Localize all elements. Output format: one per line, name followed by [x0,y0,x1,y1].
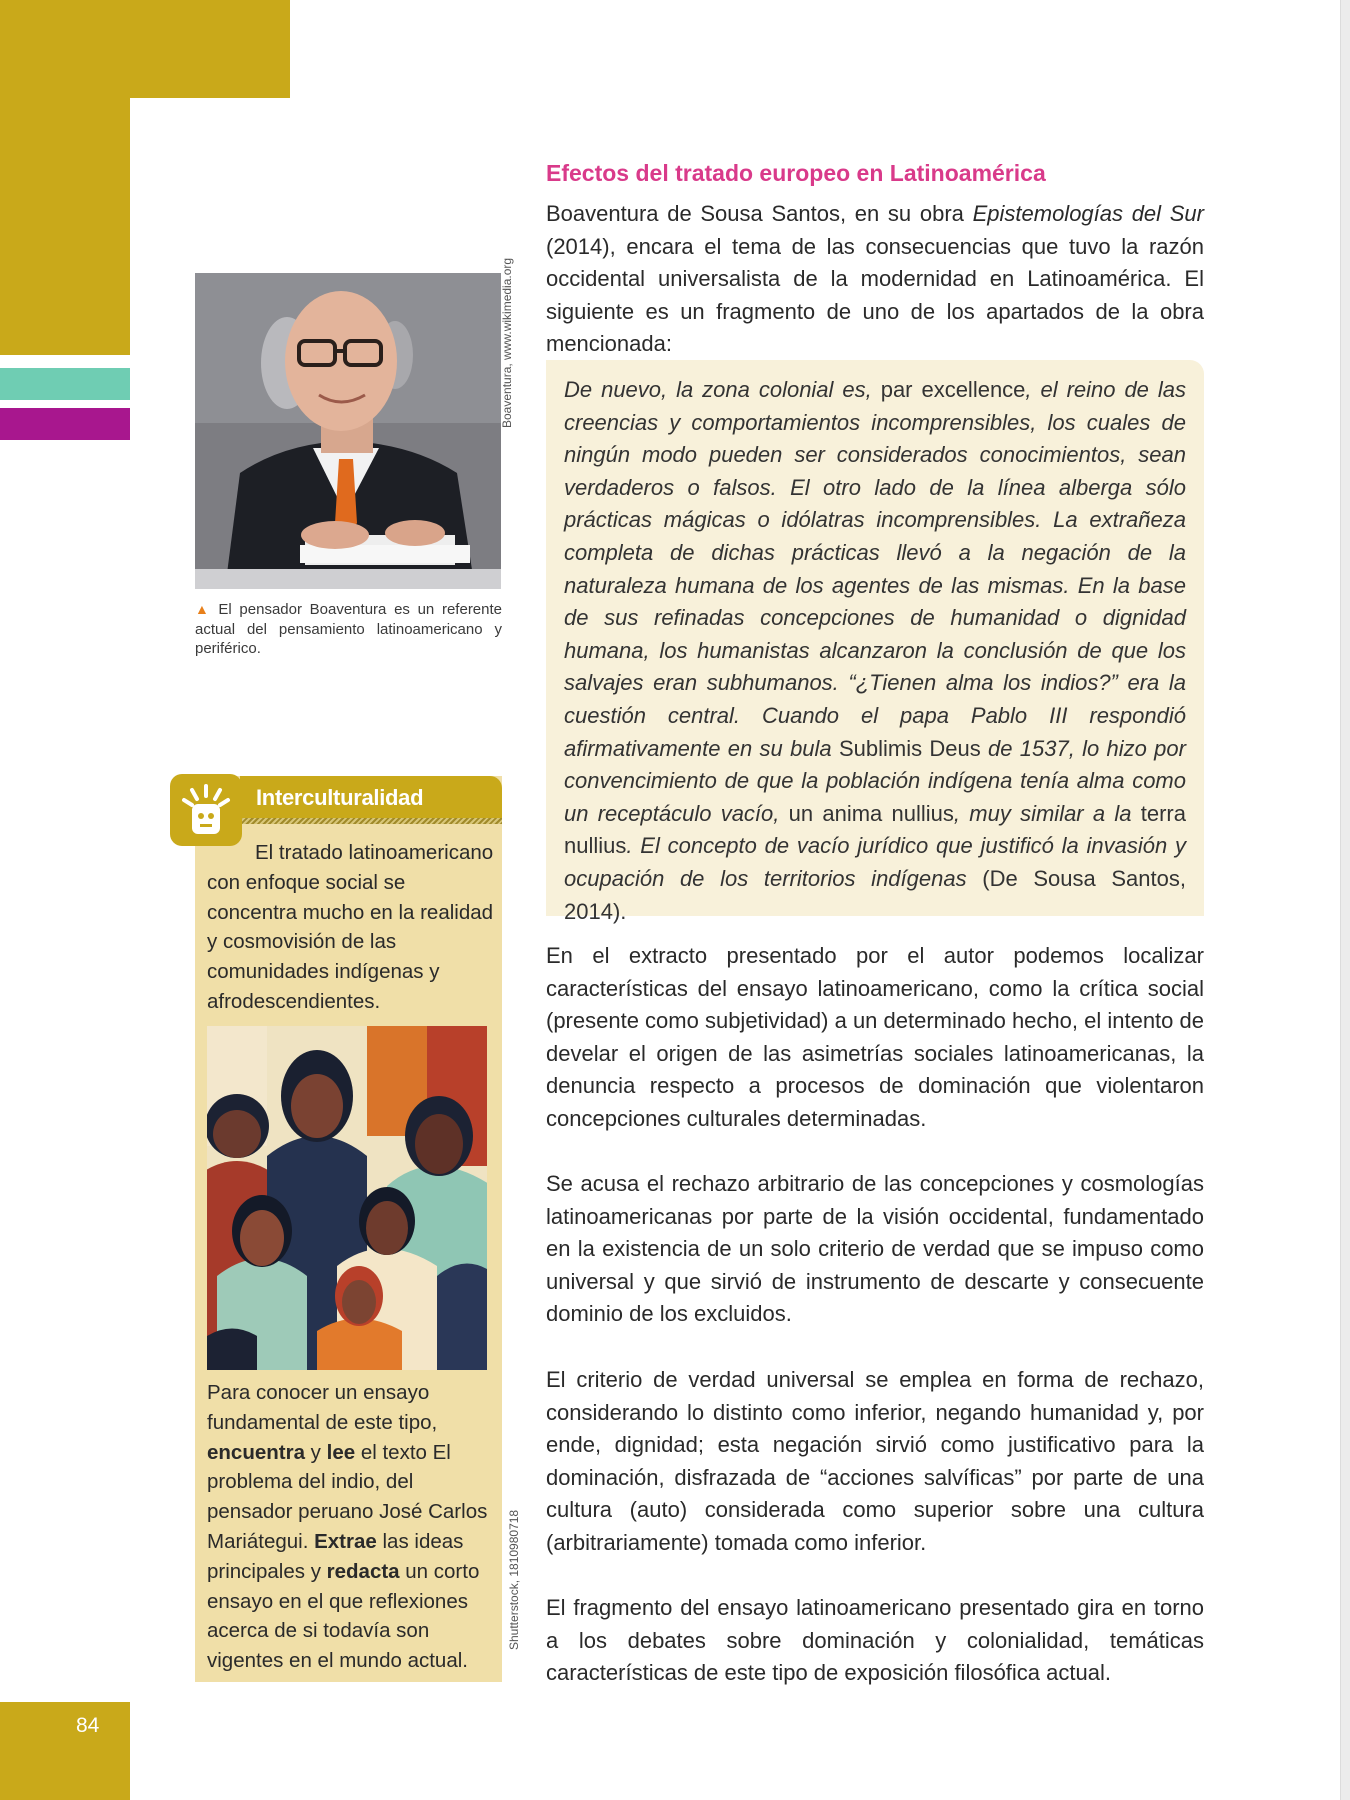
quote-seg-3: de 1537, lo hizo por convencimiento de que la población indígena tenía alma como un receptáculo vacío, [564,735,1186,826]
section-title: Efectos del tratado europeo en Latinoamérica [546,160,1046,186]
sidebar-intro [207,838,497,1017]
body-paragraph-3: El criterio de verdad universal se emplea en forma de rechazo, considerando lo distinto como inferior, negando humanidad y, por ende, dignidad; esta negación sirvió como justificativo para la dominación, disfrazada de “acciones salvíficas” por parte de una cultura (auto) considerada como superior sobre una cultura (arbitrariamente) tomada como inferior. [546,1367,1204,1555]
quote-citation: (De Sousa Santos, 2014). [564,865,1186,924]
quote-term-sublimis-deus: Sublimis Deus [838,735,981,761]
quote-seg-5: , muy similar a la [953,800,1141,826]
body-paragraph-2: Se acusa el rechazo arbitrario de las concepciones y cosmologías latinoamericanas por parte de la visión occidental, fundamentado en la existencia de un solo criterio de verdad que se impuso como universal y que sirvió de instrumento de descarte y consecuente dominio de los excluidos. [546,1171,1204,1326]
activity-seg-5: un corto ensayo en el que reflexiones acerca de si todavía son vigentes en el mundo actual. [207,1559,480,1673]
sidebar-activity [207,1378,497,1676]
activity-verb-extrae: Extrae [314,1529,377,1553]
activity-verb-redacta: redacta [326,1559,400,1583]
activity-seg-1: Para conocer un ensayo fundamental de este tipo, [207,1381,438,1434]
activity-seg-2: y [304,1440,327,1464]
decor-teal-stripe [0,368,130,400]
decor-magenta-stripe [0,408,130,440]
quote-term-anima-nullius: anima nullius [822,800,954,826]
intro-text-a: Boaventura de Sousa Santos, en su obra [546,201,973,226]
activity-verb-encuentra: encuentra [207,1440,305,1464]
intro-paragraph [546,198,1204,361]
quote-text [564,374,1186,928]
quote-term-par-excellence: par excellence [880,377,1026,402]
author-photo [195,273,501,589]
activity-seg-3: el texto El problema del indio, del pensador peruano José Carlos Mariátegui. [207,1440,488,1553]
body-paragraph-4: El fragmento del ensayo latinoamericano presentado gira en torno a los debates sobre dominación y colonialidad, temáticas características de este tipo de exposición filosófica actual. [546,1595,1204,1685]
quote-term-un: un [788,800,814,826]
triangle-icon: ▲ [195,601,213,617]
activity-seg-4: las ideas principales y [207,1529,464,1583]
sidebar-header-stripes [240,818,502,824]
sidebar-intro-text: El tratado latinoamericano con enfoque social se concentra mucho en la realidad y cosmovisión de las comunidades indígenas y afrodescendientes. [207,841,494,1013]
intro-text-b: (2014), encara el tema de las consecuencias que tuvo la razón occidental universalista de la modernidad en Latinoamérica. El siguiente es un fragmento de uno de los apartados de la obra mencionada: [546,233,1204,356]
photo-caption [195,600,502,659]
photo-caption-text: El pensador Boaventura es un referente actual del pensamiento latinoamericano y periférico. [195,601,503,657]
quote-box [546,360,1204,924]
quote-term-terra-nullius: terra nullius [564,800,1186,859]
quote-seg-6: . El concepto de vacío jurídico que justificó la invasión y ocupación de los territorios indígenas [564,833,1186,891]
sidebar-title: Interculturalidad [256,785,424,810]
interculturality-icon [170,774,242,846]
diverse-people-illustration [207,1026,487,1370]
quote-seg-2: , el reino de las creencias y comportamientos incomprensibles, los cuales de ningún modo pueden ser considerados conocimientos, sean verdaderos o falsos. El otro lado de la línea alberga sólo prácticas mágicas o idólatras incomprensibles. La extrañeza completa de dichas prácticas llevó a la negación de la naturaleza humana de los agentes de las mismas. En la base de sus refinadas concepciones de humanidad o dignidad humana, los humanistas alcanzaron la conclusión de que los salvajes eran subhumanos. “¿Tienen alma los indios?” era la cuestión central. Cuando el papa Pablo III respondió afirmativamente en su bula [564,377,1186,761]
intro-work-title: Epistemologías del Sur [972,201,1204,226]
photo-credit: Boaventura, www.wikimedia.org [500,257,514,428]
quote-seg-1: De nuevo, la zona colonial es, [564,377,881,402]
illustration-credit: Shutterstock, 1810980718 [507,1509,521,1650]
decor-gold-left-band [0,0,130,355]
quote-seg-4 [813,801,822,826]
decor-gold-bottom-block [0,1702,130,1800]
page-number: 84 [76,1714,100,1737]
activity-verb-lee: lee [326,1440,356,1464]
page-edge [1340,0,1350,1800]
body-paragraph-1: En el extracto presentado por el autor podemos localizar características del ensayo latinoamericano, como la crítica social (presente como subjetividad) a un determinado hecho, el intento de develar el origen de las asimetrías sociales latinoamericanas, la denuncia respecto a procesos de dominación que violentaron concepciones culturales determinadas. [546,943,1204,1131]
